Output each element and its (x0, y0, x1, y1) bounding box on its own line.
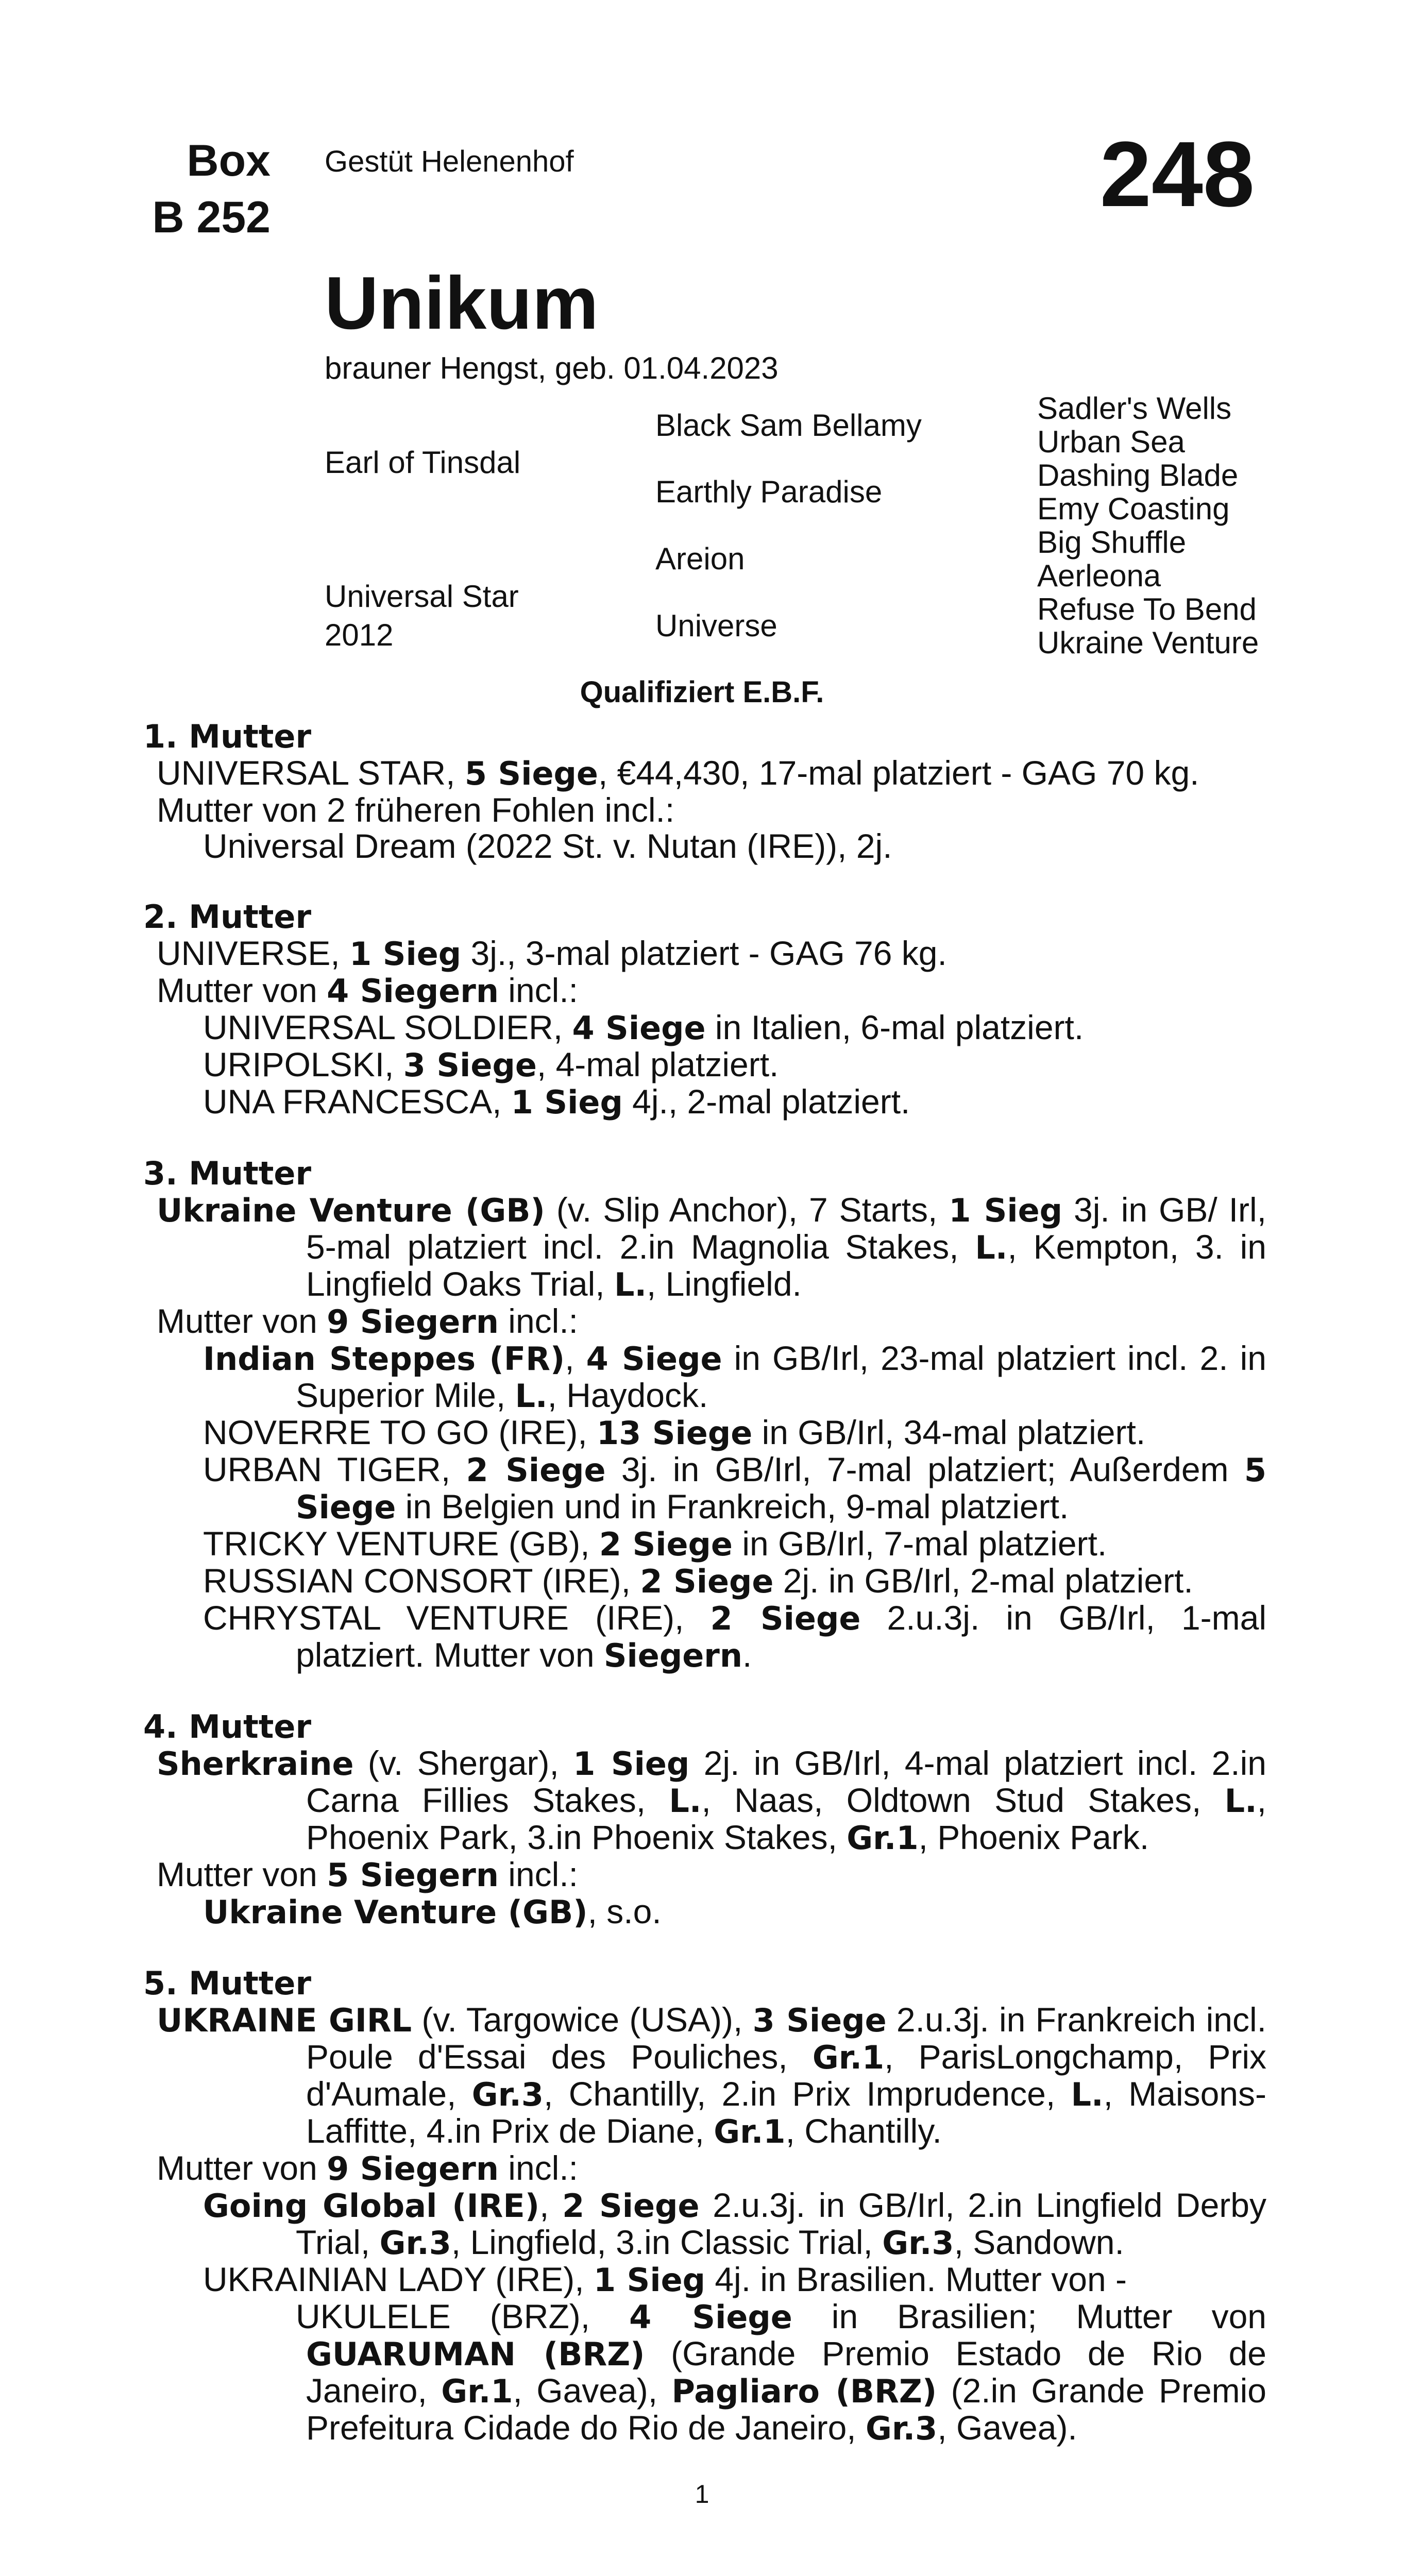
progeny-item: Indian Steppes (FR), 4 Siege in GB/Irl, 23-mal platziert incl. 2. in Superior Mile, L., Haydock. (203, 1339, 1266, 1415)
box-number: B 252 (152, 193, 270, 242)
progeny-item: UNA FRANCESCA, 1 Sieg 4j., 2-mal platziert. (203, 1082, 910, 1121)
horse-name: Unikum (325, 261, 599, 345)
section-heading: 2. Mutter (143, 898, 312, 936)
progeny-item: UKULELE (BRZ), 4 Siege in Brasilien; Mutter von GUARUMAN (BRZ) (Grande Premio Estado de Rio de Janeiro, Gr.1, Gavea), Pagliaro (BRZ) (2.in Grande Premio Prefeitura Cidade do Rio de Janeiro, Gr.3, Gavea). (296, 2297, 1266, 2447)
progeny-item: NOVERRE TO GO (IRE), 13 Siege in GB/Irl, 34-mal platziert. (203, 1413, 1146, 1452)
page-number: 1 (695, 2480, 709, 2509)
pedigree-dam-year: 2012 (325, 618, 394, 652)
pedigree-dam-sire: Areion (655, 541, 745, 576)
progeny-intro: Mutter von 2 früheren Fohlen incl.: (157, 791, 675, 829)
progeny-item: UNIVERSAL SOLDIER, 4 Siege in Italien, 6-mal platziert. (203, 1008, 1084, 1047)
pedigree-g8: Ukraine Venture (1037, 625, 1259, 660)
box-label: Box (187, 136, 270, 185)
pedigree-dam-dam: Universe (655, 608, 777, 643)
dam-record: UKRAINE GIRL (v. Targowice (USA)), 3 Siege 2.u.3j. in Frankreich incl. Poule d'Essai des Pouliches, Gr.1, ParisLongchamp, Prix d'Aumale, Gr.3, Chantilly, 2.in Prix Imprudence, L., Maisons-Laffitte, 4.in Prix de Diane, Gr.1, Chantilly. (157, 2001, 1266, 2150)
progeny-intro: Mutter von 9 Siegern incl.: (157, 1302, 579, 1341)
progeny-item: UKRAINIAN LADY (IRE), 1 Sieg 4j. in Brasilien. Mutter von - (203, 2260, 1127, 2299)
progeny-item: CHRYSTAL VENTURE (IRE), 2 Siege 2.u.3j. in GB/Irl, 1-mal platziert. Mutter von Siegern. (203, 1599, 1266, 1674)
pedigree-dam: Universal Star (325, 579, 519, 614)
pedigree-g4: Emy Coasting (1037, 492, 1230, 526)
progeny-item: TRICKY VENTURE (GB), 2 Siege in GB/Irl, 7-mal platziert. (203, 1524, 1107, 1563)
section-heading: 3. Mutter (143, 1155, 312, 1192)
pedigree-sire: Earl of Tinsdal (325, 445, 521, 480)
dam-line (143, 719, 1266, 2447)
qualification-note: Qualifiziert E.B.F. (580, 675, 824, 709)
pedigree-g3: Dashing Blade (1037, 458, 1239, 493)
pedigree-g5: Big Shuffle (1037, 525, 1187, 560)
progeny-intro: Mutter von 9 Siegern incl.: (157, 2149, 579, 2188)
pedigree-g7: Refuse To Bend (1037, 592, 1257, 626)
dam-record: Sherkraine (v. Shergar), 1 Sieg 2j. in GB/Irl, 4-mal platziert incl. 2.in Carna Fillies Stakes, L., Naas, Oldtown Stud Stakes, L., Phoenix Park, 3.in Phoenix Stakes, Gr.1, Phoenix Park. (157, 1744, 1266, 1857)
progeny-intro: Mutter von 4 Siegern incl.: (157, 971, 579, 1010)
horse-description: brauner Hengst, geb. 01.04.2023 (325, 351, 779, 385)
pedigree-g6: Aerleona (1037, 558, 1161, 593)
dam-record: UNIVERSAL STAR, 5 Siege, €44,430, 17-mal platziert - GAG 70 kg. (157, 754, 1199, 792)
progeny-intro: Mutter von 5 Siegern incl.: (157, 1855, 579, 1894)
dam-record: UNIVERSE, 1 Sieg 3j., 3-mal platziert - GAG 76 kg. (157, 934, 947, 973)
section-fourth-dam (143, 1709, 1266, 1930)
progeny-item: Ukraine Venture (GB), s.o. (203, 1892, 662, 1931)
pedigree-sire-dam: Earthly Paradise (655, 474, 883, 509)
progeny-item: URIPOLSKI, 3 Siege, 4-mal platziert. (203, 1045, 779, 1084)
progeny-item: RUSSIAN CONSORT (IRE), 2 Siege 2j. in GB/Irl, 2-mal platziert. (203, 1562, 1193, 1600)
section-heading: 4. Mutter (143, 1708, 312, 1745)
section-heading: 1. Mutter (143, 718, 312, 755)
progeny-item: URBAN TIGER, 2 Siege 3j. in GB/Irl, 7-mal platziert; Außerdem 5 Siege in Belgien und in Frankreich, 9-mal platziert. (203, 1450, 1266, 1526)
section-second-dam (143, 899, 1266, 1121)
progeny-item: Universal Dream (2022 St. v. Nutan (IRE)), 2j. (203, 827, 892, 865)
section-third-dam (143, 1156, 1266, 1674)
lot-number: 248 (1099, 123, 1255, 226)
section-heading: 5. Mutter (143, 1964, 312, 2002)
pedigree-sire-sire: Black Sam Bellamy (655, 408, 922, 443)
progeny-item: Going Global (IRE), 2 Siege 2.u.3j. in GB/Irl, 2.in Lingfield Derby Trial, Gr.3, Lingfield, 3.in Classic Trial, Gr.3, Sandown. (203, 2186, 1266, 2262)
pedigree-g1: Sadler's Wells (1037, 391, 1232, 426)
section-fifth-dam (143, 1965, 1266, 2447)
pedigree-g2: Urban Sea (1037, 425, 1185, 459)
dam-record: Ukraine Venture (GB) (v. Slip Anchor), 7 Starts, 1 Sieg 3j. in GB/ Irl, 5-mal platziert incl. 2.in Magnolia Stakes, L., Kempton, 3. in Lingfield Oaks Trial, L., Lingfield. (157, 1191, 1267, 1303)
breeder-name: Gestüt Helenenhof (325, 145, 574, 178)
section-first-dam (143, 719, 1266, 864)
